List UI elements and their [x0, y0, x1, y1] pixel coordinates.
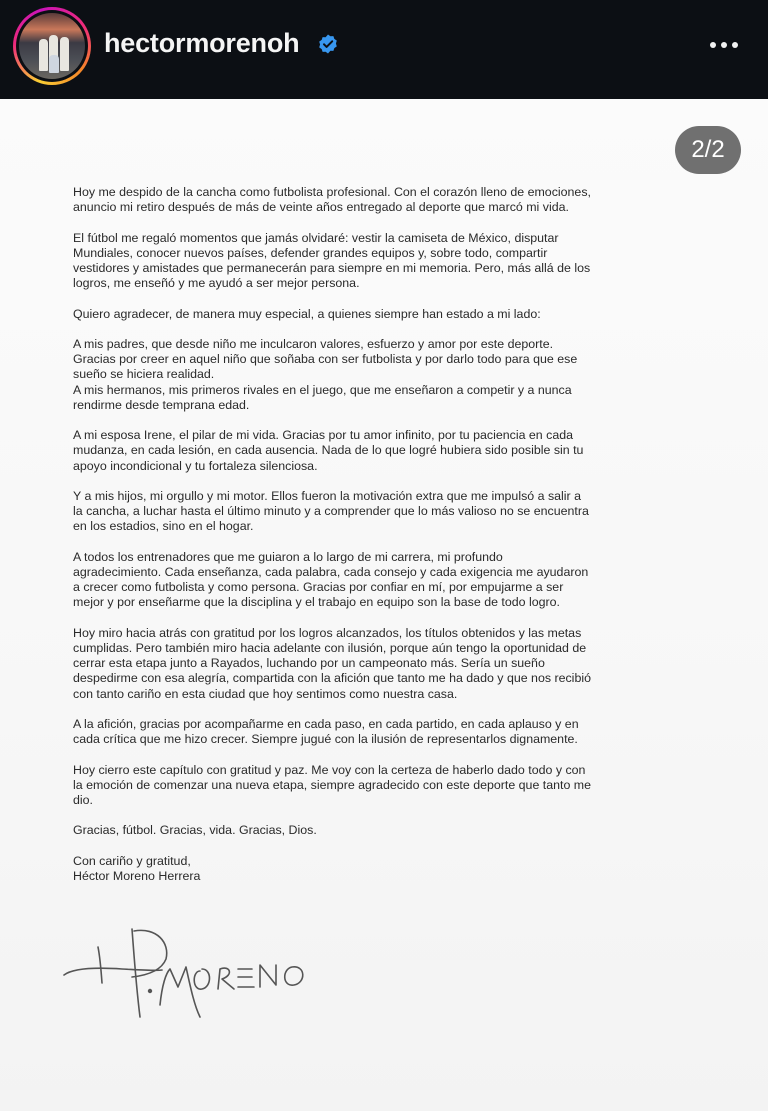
letter-paragraph: Y a mis hijos, mi orgullo y mi motor. Ellos fueron la motivación extra que me impulsó a salir a la cancha, a luchar hasta el último minuto y a comprender que lo más valioso no se encuentra en los estadios, sino en el hogar. — [73, 488, 589, 534]
letter-paragraph: A mi esposa Irene, el pilar de mi vida. Gracias por tu amor infinito, por tu paciencia en cada mudanza, en cada lesión, en cada ausencia. Nada de lo que logré hubiera sido posible sin tu apoyo incondicional y tu fortaleza silenciosa. — [73, 428, 584, 473]
letter-paragraph: Hoy miro hacia atrás con gratitud por los logros alcanzados, los títulos obtenidos y las metas cumplidas. Pero también miro hacia adelante con ilusión, porque aún tengo la oportunidad de cerrar esta etapa junto a Rayados, luchando por un campeonato más. Sería un sueño despedirme con esa alegría, compartida con la afición que tanto me ha dado y que nos recibió con tanto cariño en esta ciudad que hoy sentimos como nuestra casa. — [73, 625, 591, 701]
letter-paragraph: Hoy cierro este capítulo con gratitud y paz. Me voy con la certeza de haberlo dado todo y con la emoción de comenzar una nueva etapa, siempre agradecido con este deporte que tanto me dio. — [73, 762, 591, 807]
letter-paragraph: A la afición, gracias por acompañarme en cada paso, en cada partido, en cada aplauso y en cada crítica que me hizo crecer. Siempre jugué con la ilusión de representarlos dignamente. — [73, 716, 579, 747]
verified-badge-icon — [316, 32, 340, 56]
letter-paragraph: Gracias, fútbol. Gracias, vida. Gracias, Dios. — [73, 823, 317, 838]
handwritten-signature — [62, 925, 342, 1025]
avatar[interactable] — [19, 13, 85, 79]
post-header — [0, 0, 768, 99]
letter-paragraph: A mis hermanos, mis primeros rivales en el juego, que me enseñaron a competir y a nunca rendirme desde temprana edad. — [73, 382, 572, 412]
letter-body — [73, 185, 593, 884]
letter-paragraph: A mis padres, que desde niño me inculcaron valores, esfuerzo y amor por este deporte. Gracias por creer en aquel niño que soñaba con ser futbolista y por darlo todo para que ese sueño se hiciera realidad. — [73, 336, 578, 382]
dot-icon — [732, 42, 738, 48]
signature-block — [73, 854, 593, 884]
more-options-button[interactable] — [706, 34, 742, 56]
letter-paragraph: A todos los entrenadores que me guiaron a lo largo de mi carrera, mi profundo agradecimiento. Cada enseñanza, cada palabra, cada consejo y cada exigencia me ayudaron a crecer como futbolista y como persona. Gracias por confiar en mí, por empujarme a ser mejor y por enseñarme que la disciplina y el trabajo en equipo son la base de todo logro. — [73, 549, 589, 610]
dot-icon — [710, 42, 716, 48]
letter-paragraph: Hoy me despido de la cancha como futbolista profesional. Con el corazón lleno de emociones, anuncio mi retiro después de más de veinte años entregado al deporte que marcó mi vida. — [73, 185, 591, 215]
author-name: Héctor Moreno Herrera — [73, 868, 201, 883]
story-ring[interactable] — [13, 7, 91, 85]
dot-icon — [721, 42, 727, 48]
letter-paragraph: Quiero agradecer, de manera muy especial, a quienes siempre han estado a mi lado: — [73, 306, 541, 321]
letter-paragraph: El fútbol me regaló momentos que jamás olvidaré: vestir la camiseta de México, disputar Mundiales, conocer nuevos países, defender grandes equipos y, sobre todo, compartir vestidores y amistades que permanecerán para siempre en mi memoria. Pero, más allá de los logros, me enseñó y me ayudó a ser mejor persona. — [73, 230, 591, 291]
carousel-counter: 2/2 — [675, 126, 741, 174]
closing-line: Con cariño y gratitud, — [73, 853, 191, 868]
username-link[interactable]: hectormorenoh — [104, 28, 300, 58]
